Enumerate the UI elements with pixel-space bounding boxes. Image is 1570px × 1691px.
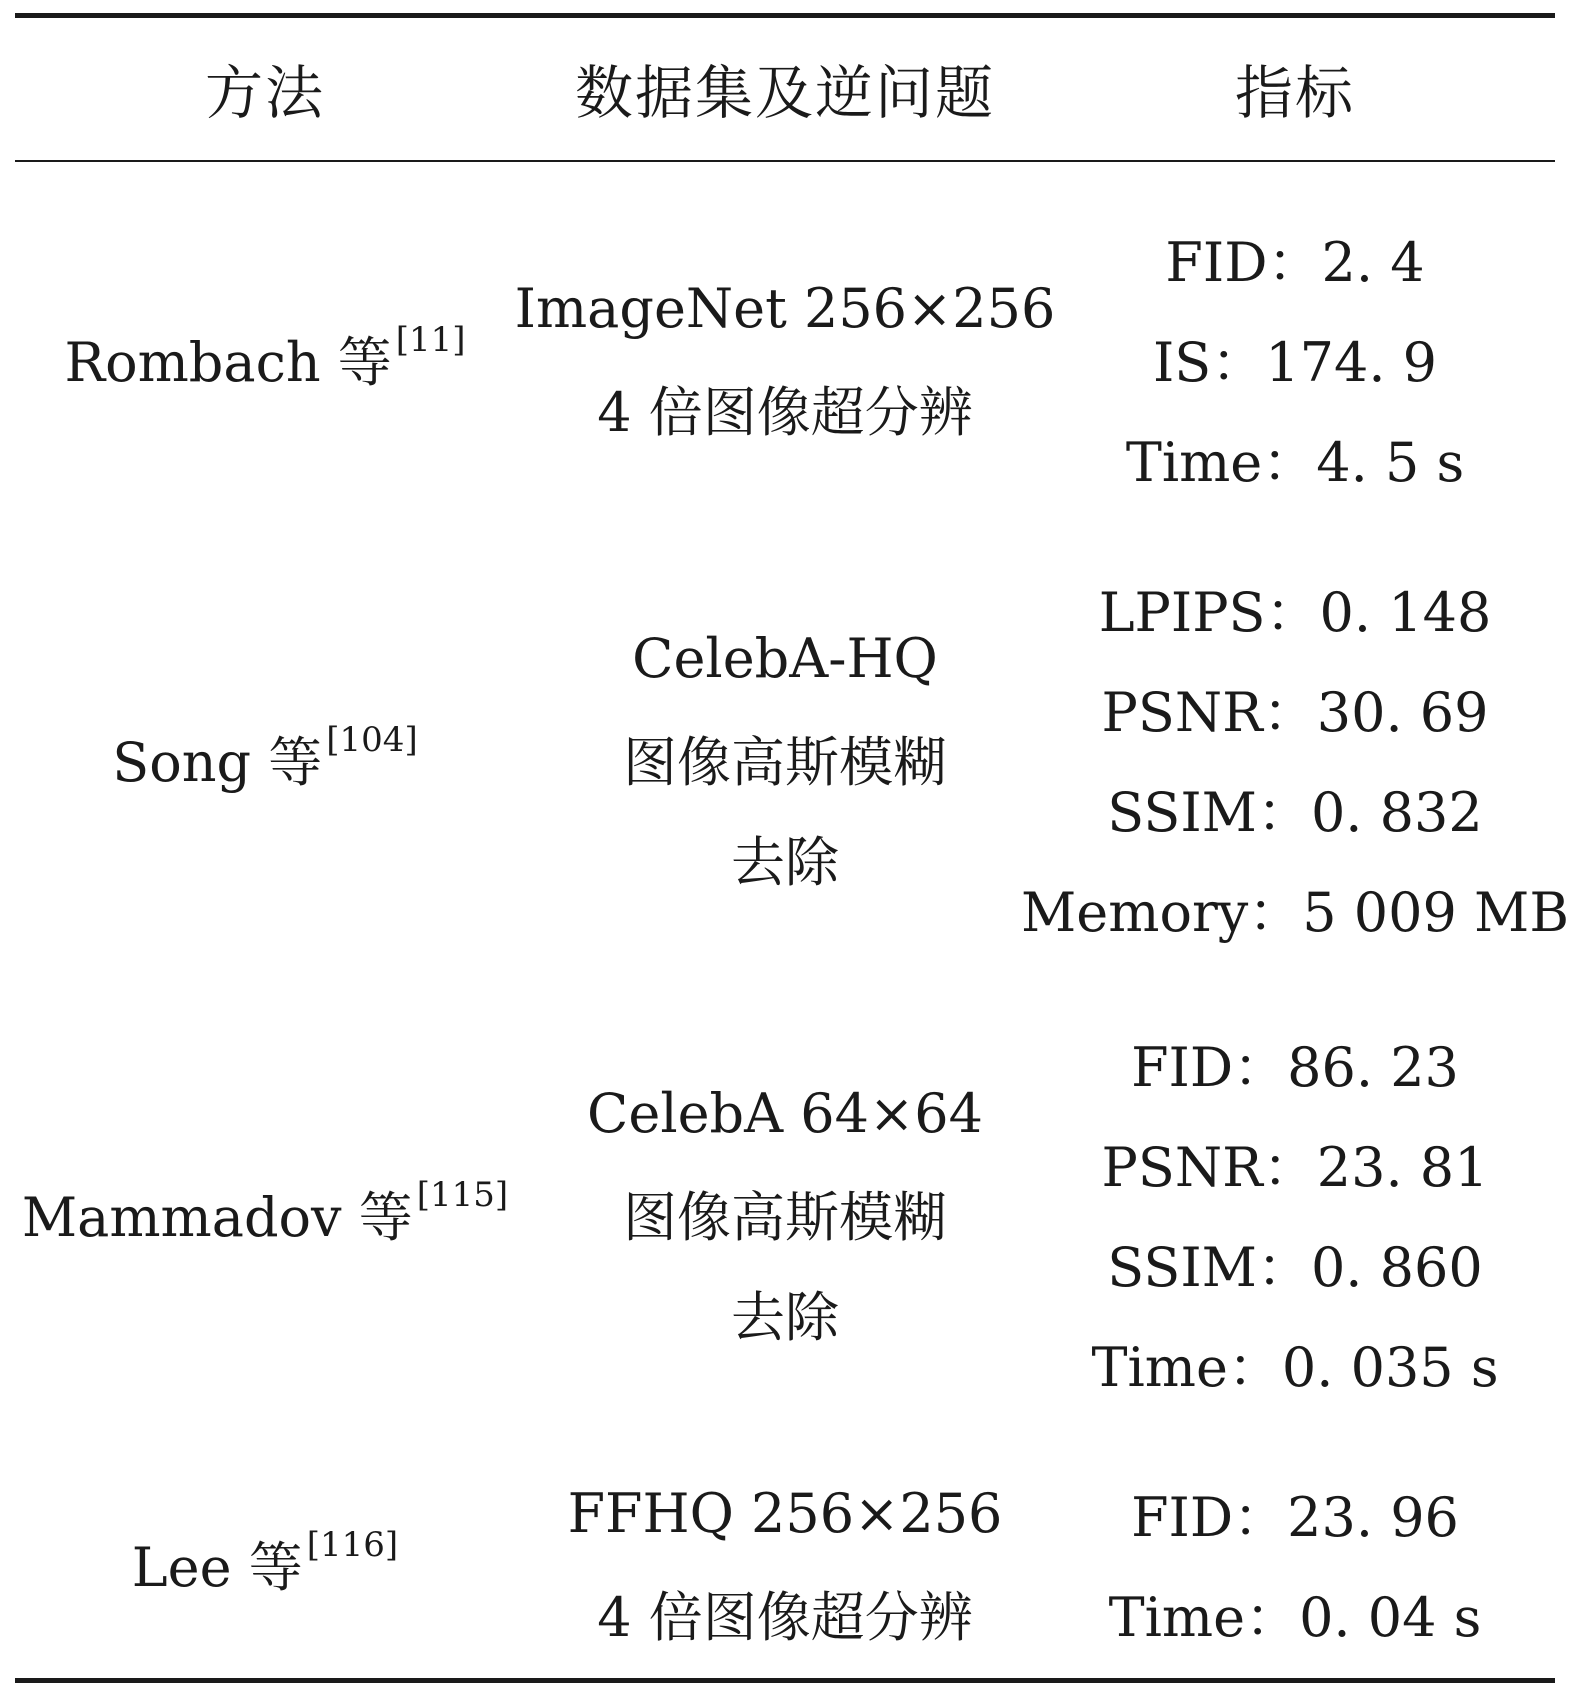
header-dataset: 数据集及逆问题 — [574, 59, 995, 127]
table-row-4-method — [15, 1463, 515, 1663]
table-row-4-metrics — [1035, 1463, 1555, 1663]
method-name: Song 等 — [112, 730, 323, 794]
bottom-rule — [15, 1678, 1555, 1683]
top-rule — [15, 13, 1555, 18]
header-rule — [15, 160, 1555, 162]
dataset-line: 4 倍图像超分辨 — [597, 1585, 973, 1649]
table-row-1-method — [15, 203, 515, 513]
metric-line: FID：23. 96 — [1131, 1485, 1459, 1549]
metric-line: PSNR：30. 69 — [1101, 680, 1489, 744]
header-method: 方法 — [204, 59, 325, 127]
table-row-4-dataset — [515, 1463, 1055, 1663]
metric-line: PSNR：23. 81 — [1101, 1135, 1489, 1199]
method-cell — [132, 1525, 398, 1602]
method-cell — [64, 320, 465, 397]
table-row-2-dataset — [515, 553, 1055, 963]
header-metrics: 指标 — [1234, 59, 1355, 127]
reference: [116] — [306, 1524, 399, 1565]
dataset-line: FFHQ 256×256 — [567, 1481, 1003, 1545]
dataset-line: 图像高斯模糊 — [623, 730, 947, 794]
table-row-3-metrics — [1035, 1013, 1555, 1413]
metric-line: Time：0. 035 s — [1091, 1335, 1499, 1399]
dataset-line: 去除 — [731, 1285, 839, 1349]
metric-line: SSIM：0. 860 — [1107, 1235, 1483, 1299]
method-cell — [112, 720, 417, 797]
comparison-table — [15, 13, 1570, 1683]
table-row-2-metrics — [1021, 553, 1570, 963]
dataset-line: 4 倍图像超分辨 — [597, 380, 973, 444]
table-row-3-dataset — [515, 1013, 1055, 1413]
method-cell — [22, 1175, 508, 1252]
dataset-line: 图像高斯模糊 — [623, 1185, 947, 1249]
table-row-1-dataset — [515, 203, 1055, 513]
table-row-2-method — [15, 553, 515, 963]
metric-line: FID：86. 23 — [1131, 1035, 1459, 1099]
metric-line: Time：0. 04 s — [1108, 1585, 1482, 1649]
metric-line: SSIM：0. 832 — [1107, 780, 1483, 844]
method-name: Mammadov 等 — [21, 1185, 413, 1249]
metric-line: IS：174. 9 — [1152, 330, 1438, 394]
metric-line: Time：4. 5 s — [1125, 430, 1465, 494]
metric-line: LPIPS：0. 148 — [1098, 580, 1492, 644]
dataset-line: 去除 — [731, 830, 839, 894]
metric-line: Memory：5 009 MB — [1021, 880, 1570, 944]
dataset-line: CelebA-HQ — [632, 626, 938, 690]
reference: [104] — [326, 719, 418, 760]
dataset-line: ImageNet 256×256 — [514, 276, 1056, 340]
reference: [11] — [395, 319, 466, 360]
table-row-3-method — [15, 1013, 515, 1413]
table-row-1-metrics — [1035, 203, 1555, 513]
reference: [115] — [416, 1174, 509, 1215]
dataset-line: CelebA 64×64 — [587, 1081, 983, 1145]
method-name: Rombach 等 — [64, 330, 392, 394]
metric-line: FID：2. 4 — [1165, 230, 1425, 294]
method-name: Lee 等 — [131, 1535, 303, 1599]
